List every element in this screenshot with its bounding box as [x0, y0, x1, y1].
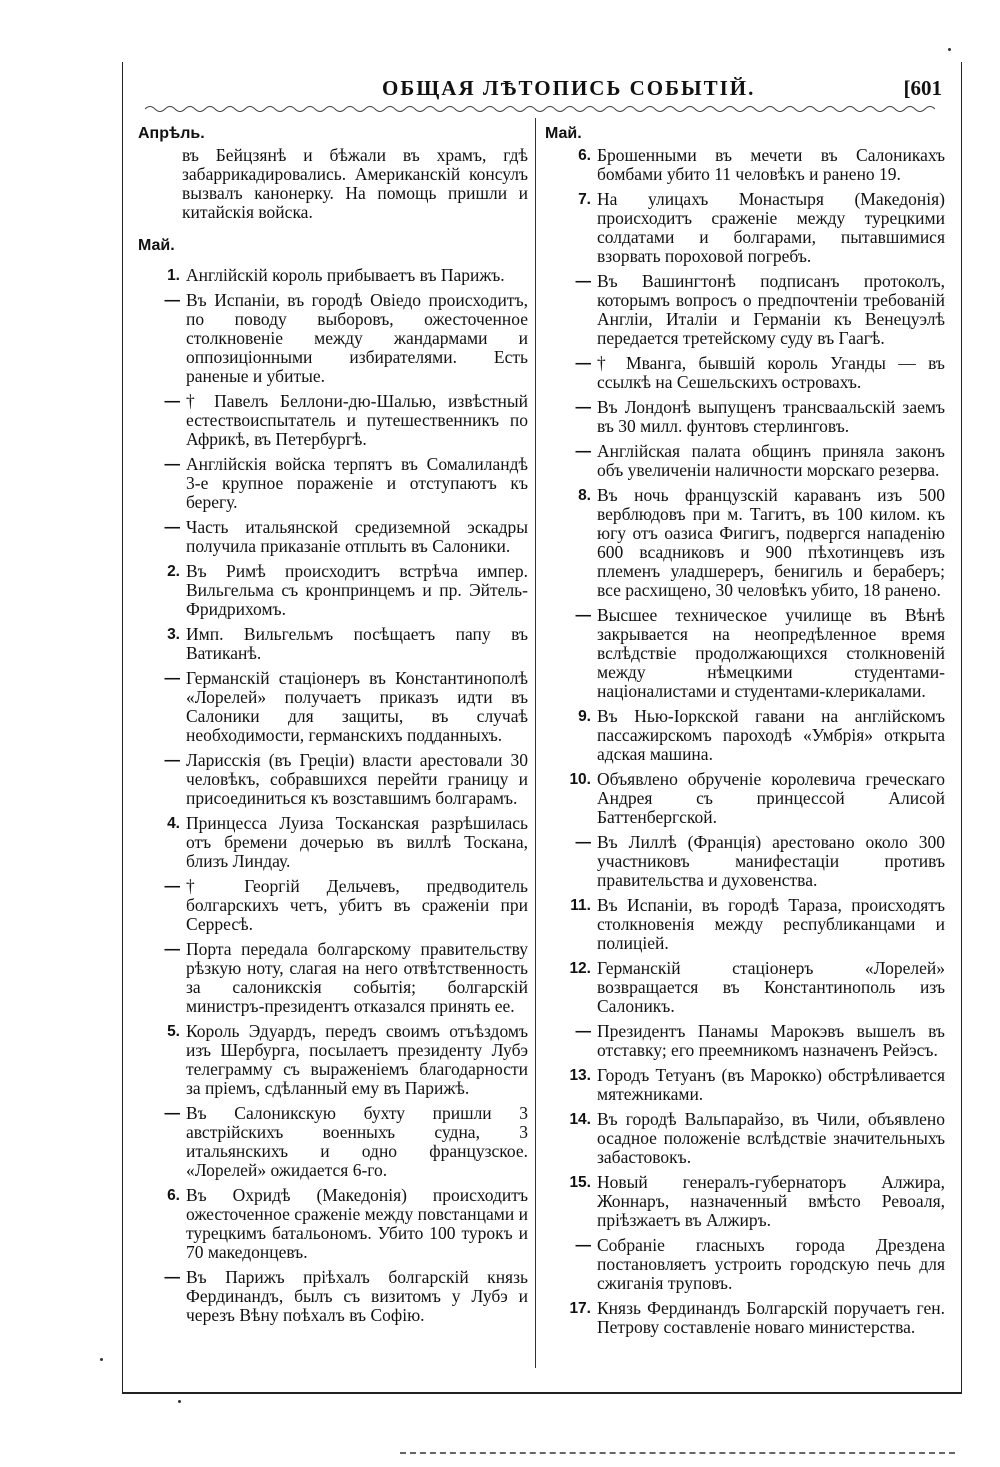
entry-text: Часть итальянской средиземной эскадры получила приказаніе отплыть въ Салоники. [186, 517, 528, 556]
entry-date-mark: 12. [569, 960, 591, 977]
right-entry [545, 1066, 945, 1104]
entry-text: † Павелъ Беллони-дю-Шалью, извѣстный естествоиспытатель и путешественникъ по Африкѣ, въ Петербургѣ. [186, 391, 528, 449]
entry-text: Въ Лондонѣ выпущенъ трансваальскій заемъ въ 30 милл. фунтовъ стерлинговъ. [597, 397, 945, 436]
entry-text: Въ Римѣ происходитъ встрѣча импер. Вильгельма съ кронпринцемъ и пр. Эйтель-Фридрихомъ. [186, 561, 528, 619]
left-entry [138, 1104, 528, 1180]
right-entry [545, 398, 945, 436]
scan-speck [948, 48, 951, 51]
left-entry-list [138, 266, 528, 1325]
entry-date-mark: 10. [569, 771, 591, 788]
entry-date-mark: 5. [167, 1023, 180, 1040]
left-entry [138, 669, 528, 745]
entry-date-mark: — [575, 273, 591, 290]
entry-date-mark: 13. [569, 1067, 591, 1084]
entry-date-mark: 1. [167, 267, 180, 284]
right-entry [545, 770, 945, 827]
entry-text: Новый генералъ-губернаторъ Алжира, Жоннаръ, назначенный вмѣсто Ревоаля, пріѣзжаетъ въ Алжиръ. [597, 1172, 945, 1230]
left-entry [138, 266, 528, 285]
entry-text: Въ Вашингтонѣ подписанъ протоколъ, которымъ вопросъ о предпочтеніи требованій Англіи, Италіи и Германіи къ Венецуэлѣ передается третейскому суду въ Гаагѣ. [597, 271, 945, 348]
left-entry [138, 940, 528, 1016]
entry-date-mark: — [575, 607, 591, 624]
entry-text: Въ Лиллѣ (Франція) арестовано около 300 участниковъ манифестаціи противъ правительства и духовенства. [597, 832, 945, 890]
entry-text: Собраніе гласныхъ города Дрездена постановляетъ устроить городскую печь для сжиганія труповъ. [597, 1235, 945, 1293]
right-entry [545, 1110, 945, 1167]
entry-text: Въ Парижъ пріѣхалъ болгарскій князь Фердинандъ, былъ съ визитомъ у Лубэ и черезъ Вѣну поѣхалъ въ Софію. [186, 1267, 528, 1325]
entry-text: Принцесса Луиза Тосканская разрѣшилась отъ бремени дочерью въ виллѣ Тоскана, близъ Линдау. [186, 813, 528, 871]
entry-date-mark: 15. [569, 1174, 591, 1191]
entry-date-mark: 14. [569, 1111, 591, 1128]
left-entry [138, 291, 528, 386]
entry-text: Англійскій король прибываетъ въ Парижъ. [186, 265, 505, 285]
entry-date-mark: — [164, 393, 180, 410]
month-label-april: Апрѣль. [138, 125, 205, 142]
page-title: ОБЩАЯ ЛѢТОПИСЬ СОБЫТІЙ. [382, 76, 756, 100]
entry-text: Президентъ Панамы Марокэвъ вышелъ въ отставку; его преемникомъ назначенъ Рейэсъ. [597, 1021, 945, 1060]
entry-date-mark: 9. [578, 708, 591, 725]
entry-date-mark: — [575, 1023, 591, 1040]
right-entry [545, 146, 945, 184]
entry-date-mark: 17. [569, 1300, 591, 1317]
entry-date-mark: 6. [578, 147, 591, 164]
entry-text: Германскій стаціонеръ въ Константинополѣ «Лорелей» получаетъ приказъ идти въ Салоники для защиты, въ случаѣ необходимости, германскихъ подданныхъ. [186, 668, 528, 745]
entry-text: † Мванга, бывшій король Уганды — въ ссылкѣ на Сешельскихъ островахъ. [597, 353, 945, 392]
entry-date-mark: — [575, 1237, 591, 1254]
entry-date-mark: 4. [167, 815, 180, 832]
entry-date-mark: 6. [167, 1187, 180, 1204]
left-entry [138, 877, 528, 934]
entry-text: Англійская палата общинъ приняла законъ объ увеличеніи наличности морскаго резерва. [597, 441, 945, 480]
entry-text: Въ Испаніи, въ городѣ Овіедо происходитъ, по поводу выборовъ, ожесточенное столкновеніе между жандармами и оппозиціонными избирателями. Есть раненые и убитые. [186, 290, 528, 386]
entry-text: Имп. Вильгельмъ посѣщаетъ папу въ Ватиканѣ. [186, 624, 528, 663]
right-entry [545, 442, 945, 480]
entry-date-mark: 11. [570, 897, 591, 914]
right-entry [545, 354, 945, 392]
right-entry [545, 833, 945, 890]
month-label-may: Май. [138, 237, 175, 254]
entry-text: Англійскія войска терпятъ въ Сомалиландѣ 3-е крупное пораженіе и отступаютъ къ берегу. [186, 454, 528, 512]
entry-text: Брошенными въ мечети въ Салоникахъ бомбами убито 11 человѣкъ и ранено 19. [597, 145, 945, 184]
entry-date-mark: — [164, 1269, 180, 1286]
entry-text: На улицахъ Монастыря (Македонія) происходитъ сраженіе между турецкими солдатами и болгарами, пытавшимися взорвать пороховой погребъ. [597, 189, 945, 266]
column-separator [535, 118, 536, 1368]
entry-text: Объявлено обрученіе королевича греческаго Андрея съ принцессой Алисой Баттенбергской. [597, 769, 945, 827]
right-entry [545, 606, 945, 701]
right-entry [545, 1299, 945, 1337]
right-column [545, 118, 945, 1343]
entry-text: Высшее техническое училище въ Вѣнѣ закрывается на неопредѣленное время вслѣдствіе продолжающихся столкновеній между нѣмецкими студентами-націоналистами и студентами-клерикалами. [597, 605, 945, 701]
entry-text: Германскій стаціонеръ «Лорелей» возвращается въ Константинополь изъ Салоникъ. [597, 958, 945, 1016]
entry-text: Князь Фердинандъ Болгарскій поручаетъ ген. Петрову составленіе новаго министерства. [597, 1298, 945, 1337]
left-entry [138, 562, 528, 619]
entry-date-mark: — [164, 878, 180, 895]
entry-date-mark: 3. [167, 626, 180, 643]
left-entry [138, 814, 528, 871]
left-entry [138, 1022, 528, 1098]
right-entry [545, 1173, 945, 1230]
entry-date-mark: — [164, 292, 180, 309]
left-entry [138, 455, 528, 512]
entry-text: † Георгій Дельчевъ, предводитель болгарскихъ четъ, убитъ въ сраженіи при Серресѣ. [186, 876, 528, 934]
left-column [138, 118, 528, 1331]
entry-text: Въ ночь французскій караванъ изъ 500 верблюдовъ при м. Тагитъ, въ 100 килом. къ югу отъ оазиса Фигигъ, подвергся нападенію 600 всадниковъ и 900 пѣхотинцевъ изъ племенъ уладшереръ, бенигиль и бераберъ; все расхищено, 30 человѣкъ убито, 18 ранено. [597, 485, 945, 600]
bottom-dashed-rule [400, 1452, 955, 1454]
entry-date-mark: — [575, 355, 591, 372]
entry-text: Въ городѣ Вальпарайзо, въ Чили, объявлено осадное положеніе вслѣдствіе значительныхъ забастовокъ. [597, 1109, 945, 1167]
entry-date-mark: — [575, 834, 591, 851]
entry-date-mark: 8. [578, 487, 591, 504]
entry-text: Городъ Тетуанъ (въ Марокко) обстрѣливается мятежниками. [597, 1065, 945, 1104]
left-entry [138, 1268, 528, 1325]
entry-text: Ларисскія (въ Греціи) власти арестовали 30 человѣкъ, собравшихся перейти границу и присоединиться къ возставшимъ болгарамъ. [186, 750, 528, 808]
entry-date-mark: — [164, 670, 180, 687]
entry-date-mark: — [164, 456, 180, 473]
right-entry [545, 1236, 945, 1293]
entry-text: Въ Охридѣ (Македонія) происходитъ ожесточенное сраженіе между повстанцами и турецкимъ батальономъ. Убито 100 турокъ и 70 македонцевъ. [186, 1185, 528, 1262]
left-entry [138, 1186, 528, 1262]
entry-date-mark: — [575, 443, 591, 460]
entry-date-mark: 2. [167, 563, 180, 580]
page-number: [601 [903, 76, 942, 100]
entry-date-mark: — [164, 752, 180, 769]
left-entry [138, 625, 528, 663]
entry-date-mark: 7. [578, 191, 591, 208]
entry-date-mark: — [164, 519, 180, 536]
right-entry [545, 896, 945, 953]
right-entry [545, 272, 945, 348]
entry-date-mark: — [164, 1105, 180, 1122]
entry-date-mark: — [575, 399, 591, 416]
entry-date-mark: — [164, 941, 180, 958]
april-continuation-text: въ Бейцзянѣ и бѣжали въ храмъ, гдѣ забаррикадировались. Американскій консулъ вызвалъ канонерку. На помощь пришли и китайскія войска. [182, 145, 528, 222]
entry-text: Порта передала болгарскому правительству рѣзкую ноту, слагая на него отвѣтственность за салоникскія событія; болгарскій министръ-президентъ отказался принять ее. [186, 939, 528, 1016]
right-entry [545, 959, 945, 1016]
scan-speck [178, 1400, 181, 1403]
entry-text: Въ Испаніи, въ городѣ Тараза, происходятъ столкновенія между республиканцами и полиціей. [597, 895, 945, 953]
left-entry [138, 518, 528, 556]
scan-speck [100, 1358, 103, 1361]
left-entry [138, 751, 528, 808]
right-entry [545, 707, 945, 764]
entry-text: Въ Салоникскую бухту пришли 3 австрійскихъ военныхъ судна, 3 итальянскихъ и одно французское. «Лорелей» ожидается 6-го. [186, 1103, 528, 1180]
entry-text: Король Эдуардъ, передъ своимъ отъѣздомъ изъ Шербурга, посылаетъ президенту Лубэ телеграмму съ выраженіемъ благодарности за пріемъ, сдѣланный ему въ Парижѣ. [186, 1021, 528, 1098]
page-header [122, 72, 960, 108]
left-entry [138, 392, 528, 449]
header-wavy-rule [145, 104, 935, 114]
month-label-may-right: Май. [545, 125, 582, 142]
right-entry-list [545, 146, 945, 1337]
right-entry [545, 486, 945, 600]
entry-text: Въ Нью-Іоркской гавани на англійскомъ пассажирскомъ пароходѣ «Умбрія» открыта адская машина. [597, 706, 945, 764]
right-entry [545, 190, 945, 266]
right-entry [545, 1022, 945, 1060]
